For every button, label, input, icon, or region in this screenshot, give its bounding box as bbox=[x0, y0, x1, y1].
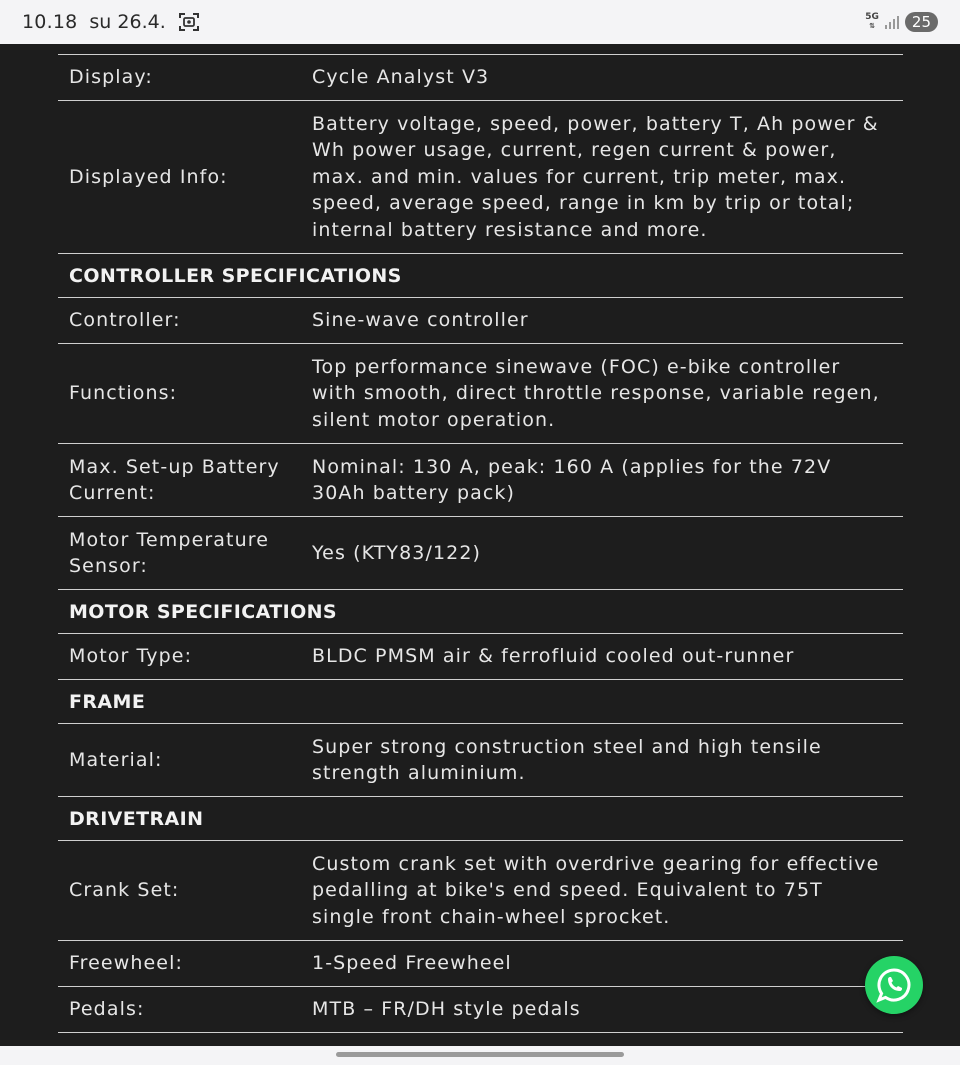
spec-row bbox=[58, 941, 903, 987]
status-icons bbox=[865, 12, 938, 32]
spec-value: Top performance sinewave (FOC) e-bike controller with smooth, direct throttle response, variable regen, silent motor operation. bbox=[312, 355, 880, 431]
signal-strength-icon bbox=[885, 15, 899, 29]
spec-label: Display: bbox=[69, 66, 153, 89]
spec-row bbox=[58, 344, 903, 444]
spec-label: Motor Temperature Sensor: bbox=[69, 528, 269, 577]
spec-label: Freewheel: bbox=[69, 952, 183, 975]
spec-row bbox=[58, 55, 903, 101]
spec-row bbox=[58, 841, 903, 941]
section-heading: MOTOR SPECIFICATIONS bbox=[58, 590, 903, 634]
status-bar bbox=[0, 0, 960, 44]
spec-label: Pedals: bbox=[69, 998, 145, 1021]
spec-row bbox=[58, 634, 903, 680]
spec-value: Sine-wave controller bbox=[312, 309, 529, 332]
spec-row bbox=[58, 517, 903, 590]
status-time: 10.18 bbox=[22, 11, 78, 33]
home-gesture-handle[interactable] bbox=[336, 1052, 624, 1057]
spec-value: Nominal: 130 A, peak: 160 A (applies for the 72V 30Ah battery pack) bbox=[312, 455, 832, 504]
network-label: 5G bbox=[865, 12, 879, 22]
spec-label: Material: bbox=[69, 748, 163, 771]
screenshot-icon bbox=[178, 11, 200, 33]
spec-value: Yes (KTY83/122) bbox=[312, 541, 482, 564]
spec-row bbox=[58, 444, 903, 517]
network-5g-icon: 5G ⇅ bbox=[865, 12, 879, 30]
spec-row bbox=[58, 724, 903, 797]
spec-row bbox=[58, 101, 903, 254]
page-content bbox=[0, 44, 960, 1046]
spec-table bbox=[58, 54, 903, 1033]
section-heading: FRAME bbox=[58, 680, 903, 724]
section-heading: CONTROLLER SPECIFICATIONS bbox=[58, 254, 903, 298]
spec-value: Cycle Analyst V3 bbox=[312, 66, 490, 89]
spec-label: Functions: bbox=[69, 382, 178, 405]
navigation-bar bbox=[0, 1046, 960, 1065]
spec-row bbox=[58, 298, 903, 344]
spec-value: MTB – FR/DH style pedals bbox=[312, 998, 581, 1021]
spec-value: 1-Speed Freewheel bbox=[312, 952, 512, 975]
spec-label: Motor Type: bbox=[69, 645, 193, 668]
spec-value: Super strong construction steel and high tensile strength aluminium. bbox=[312, 735, 822, 784]
whatsapp-button[interactable] bbox=[865, 956, 923, 1014]
spec-value: Custom crank set with overdrive gearing for effective pedalling at bike's end speed. Equivalent to 75T single front chain-wheel sprocket. bbox=[312, 852, 880, 928]
battery-indicator: 25 bbox=[905, 12, 938, 32]
spec-label: Displayed Info: bbox=[69, 165, 228, 188]
spec-label: Crank Set: bbox=[69, 879, 180, 902]
status-date: su 26.4. bbox=[89, 11, 166, 33]
spec-row bbox=[58, 987, 903, 1033]
whatsapp-icon bbox=[874, 965, 914, 1005]
section-heading: DRIVETRAIN bbox=[58, 797, 903, 841]
spec-value: BLDC PMSM air & ferrofluid cooled out-runner bbox=[312, 645, 795, 668]
spec-value: Battery voltage, speed, power, battery T, Ah power & Wh power usage, current, regen current & power, max. and min. values for current, trip meter, max. speed, average speed, range in km by trip or total; internal battery resistance and more. bbox=[312, 112, 879, 241]
spec-label: Max. Set-up Battery Current: bbox=[69, 455, 280, 504]
spec-label: Controller: bbox=[69, 309, 181, 332]
